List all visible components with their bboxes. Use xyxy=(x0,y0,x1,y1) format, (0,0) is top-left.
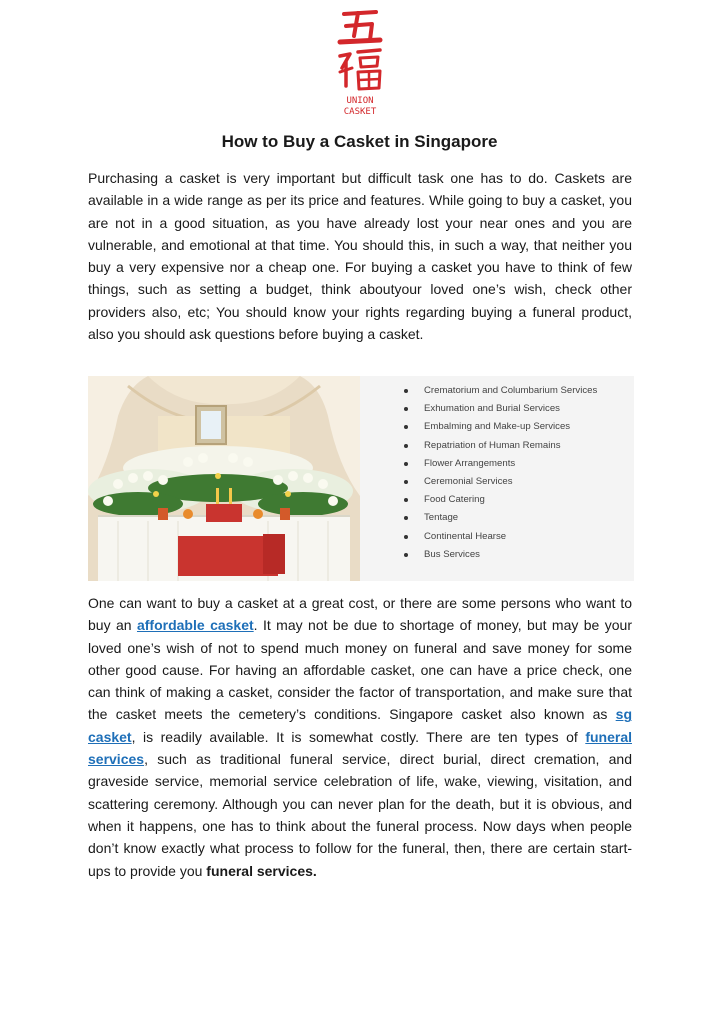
union-casket-logo xyxy=(330,6,390,118)
bullet-icon xyxy=(404,480,408,484)
list-item xyxy=(414,528,597,546)
services-list xyxy=(414,382,597,564)
list-item xyxy=(414,400,597,418)
body-paragraph xyxy=(88,592,632,882)
service-label: Repatriation of Human Remains xyxy=(424,439,561,451)
service-label: Crematorium and Columbarium Services xyxy=(424,385,598,396)
funeral-services-link[interactable]: funeral services xyxy=(88,728,632,768)
page-title: How to Buy a Casket in Singapore xyxy=(221,132,498,151)
bullet-icon xyxy=(404,425,408,429)
bullet-icon xyxy=(404,407,408,411)
sg-casket-link[interactable]: sg casket xyxy=(88,706,632,745)
text-run: , such as traditional funeral service, direct burial, direct cremation, and graveside service, memorial service celebration of life, wake, viewing, visitation, and scattering ceremony. Although you can never plan for the death, but it is obvious, and when it happens, one has to think about the funeral process. Now days when people don’t know exactly what process to follow for the funeral, then, there are certain start-ups to provide you xyxy=(88,751,632,879)
bullet-icon xyxy=(404,389,408,393)
list-item xyxy=(414,382,597,400)
service-label: Bus Services xyxy=(424,548,480,560)
list-item xyxy=(414,491,597,509)
list-item xyxy=(414,418,597,436)
intro-paragraph: Purchasing a casket is very important but difficult task one has to do. Caskets are available in a wide range as per its price and features. While going to buy a casket, you are not in a good situation, as you have already lost your near ones and you are vulnerable, and emotional at that time. You should this, in such a way, that neither you buy a very expensive nor a cheap one. For buying a casket you have to think of few things, such as setting a budget, think aboutyour loved one’s wish, check other providers also, etc; You should know your rights regarding buying a funeral product, also you should ask questions before buying a casket. xyxy=(88,170,632,343)
list-item xyxy=(414,437,597,455)
service-label: Flower Arrangements xyxy=(424,457,516,469)
text-run: . It may not be due to shortage of money, but may be your loved one’s wish of not to spend much money on funeral and save money for some other good cause. For having an affordable casket, one can have a price check, one can think of making a casket, consider the factor of transportation, and make sure that the casket meets the cemetery’s conditions. Singapore casket also known as xyxy=(88,617,632,723)
service-label: Embalming and Make-up Services xyxy=(424,421,571,433)
text-run: , is readily available. It is somewhat costly. There are ten types of xyxy=(131,728,586,745)
service-label: Continental Hearse xyxy=(424,530,507,542)
affordable-casket-link[interactable]: affordable casket xyxy=(136,617,254,634)
bullet-icon xyxy=(404,444,408,448)
list-item xyxy=(414,509,597,527)
service-label: Ceremonial Services xyxy=(424,476,513,488)
list-item xyxy=(414,546,597,564)
service-label: Tentage xyxy=(424,512,459,524)
list-item xyxy=(414,473,597,491)
logo-line2: CASKET xyxy=(343,107,377,117)
list-item xyxy=(414,455,597,473)
logo-mark-icon xyxy=(330,6,390,118)
bullet-icon xyxy=(404,535,408,539)
service-label: Food Catering xyxy=(424,494,485,506)
bullet-icon xyxy=(404,516,408,520)
service-label: Exhumation and Burial Services xyxy=(424,403,560,415)
funeral-altar-photo xyxy=(88,376,360,581)
bullet-icon xyxy=(404,462,408,466)
services-banner xyxy=(88,376,634,581)
text-run: One can want to buy a casket at a great cost, or there are some persons who want to buy an xyxy=(88,595,632,634)
logo-line1: UNION xyxy=(346,96,374,106)
bullet-icon xyxy=(404,498,408,502)
funeral-services-bold: funeral services. xyxy=(206,862,317,879)
bullet-icon xyxy=(404,553,408,557)
